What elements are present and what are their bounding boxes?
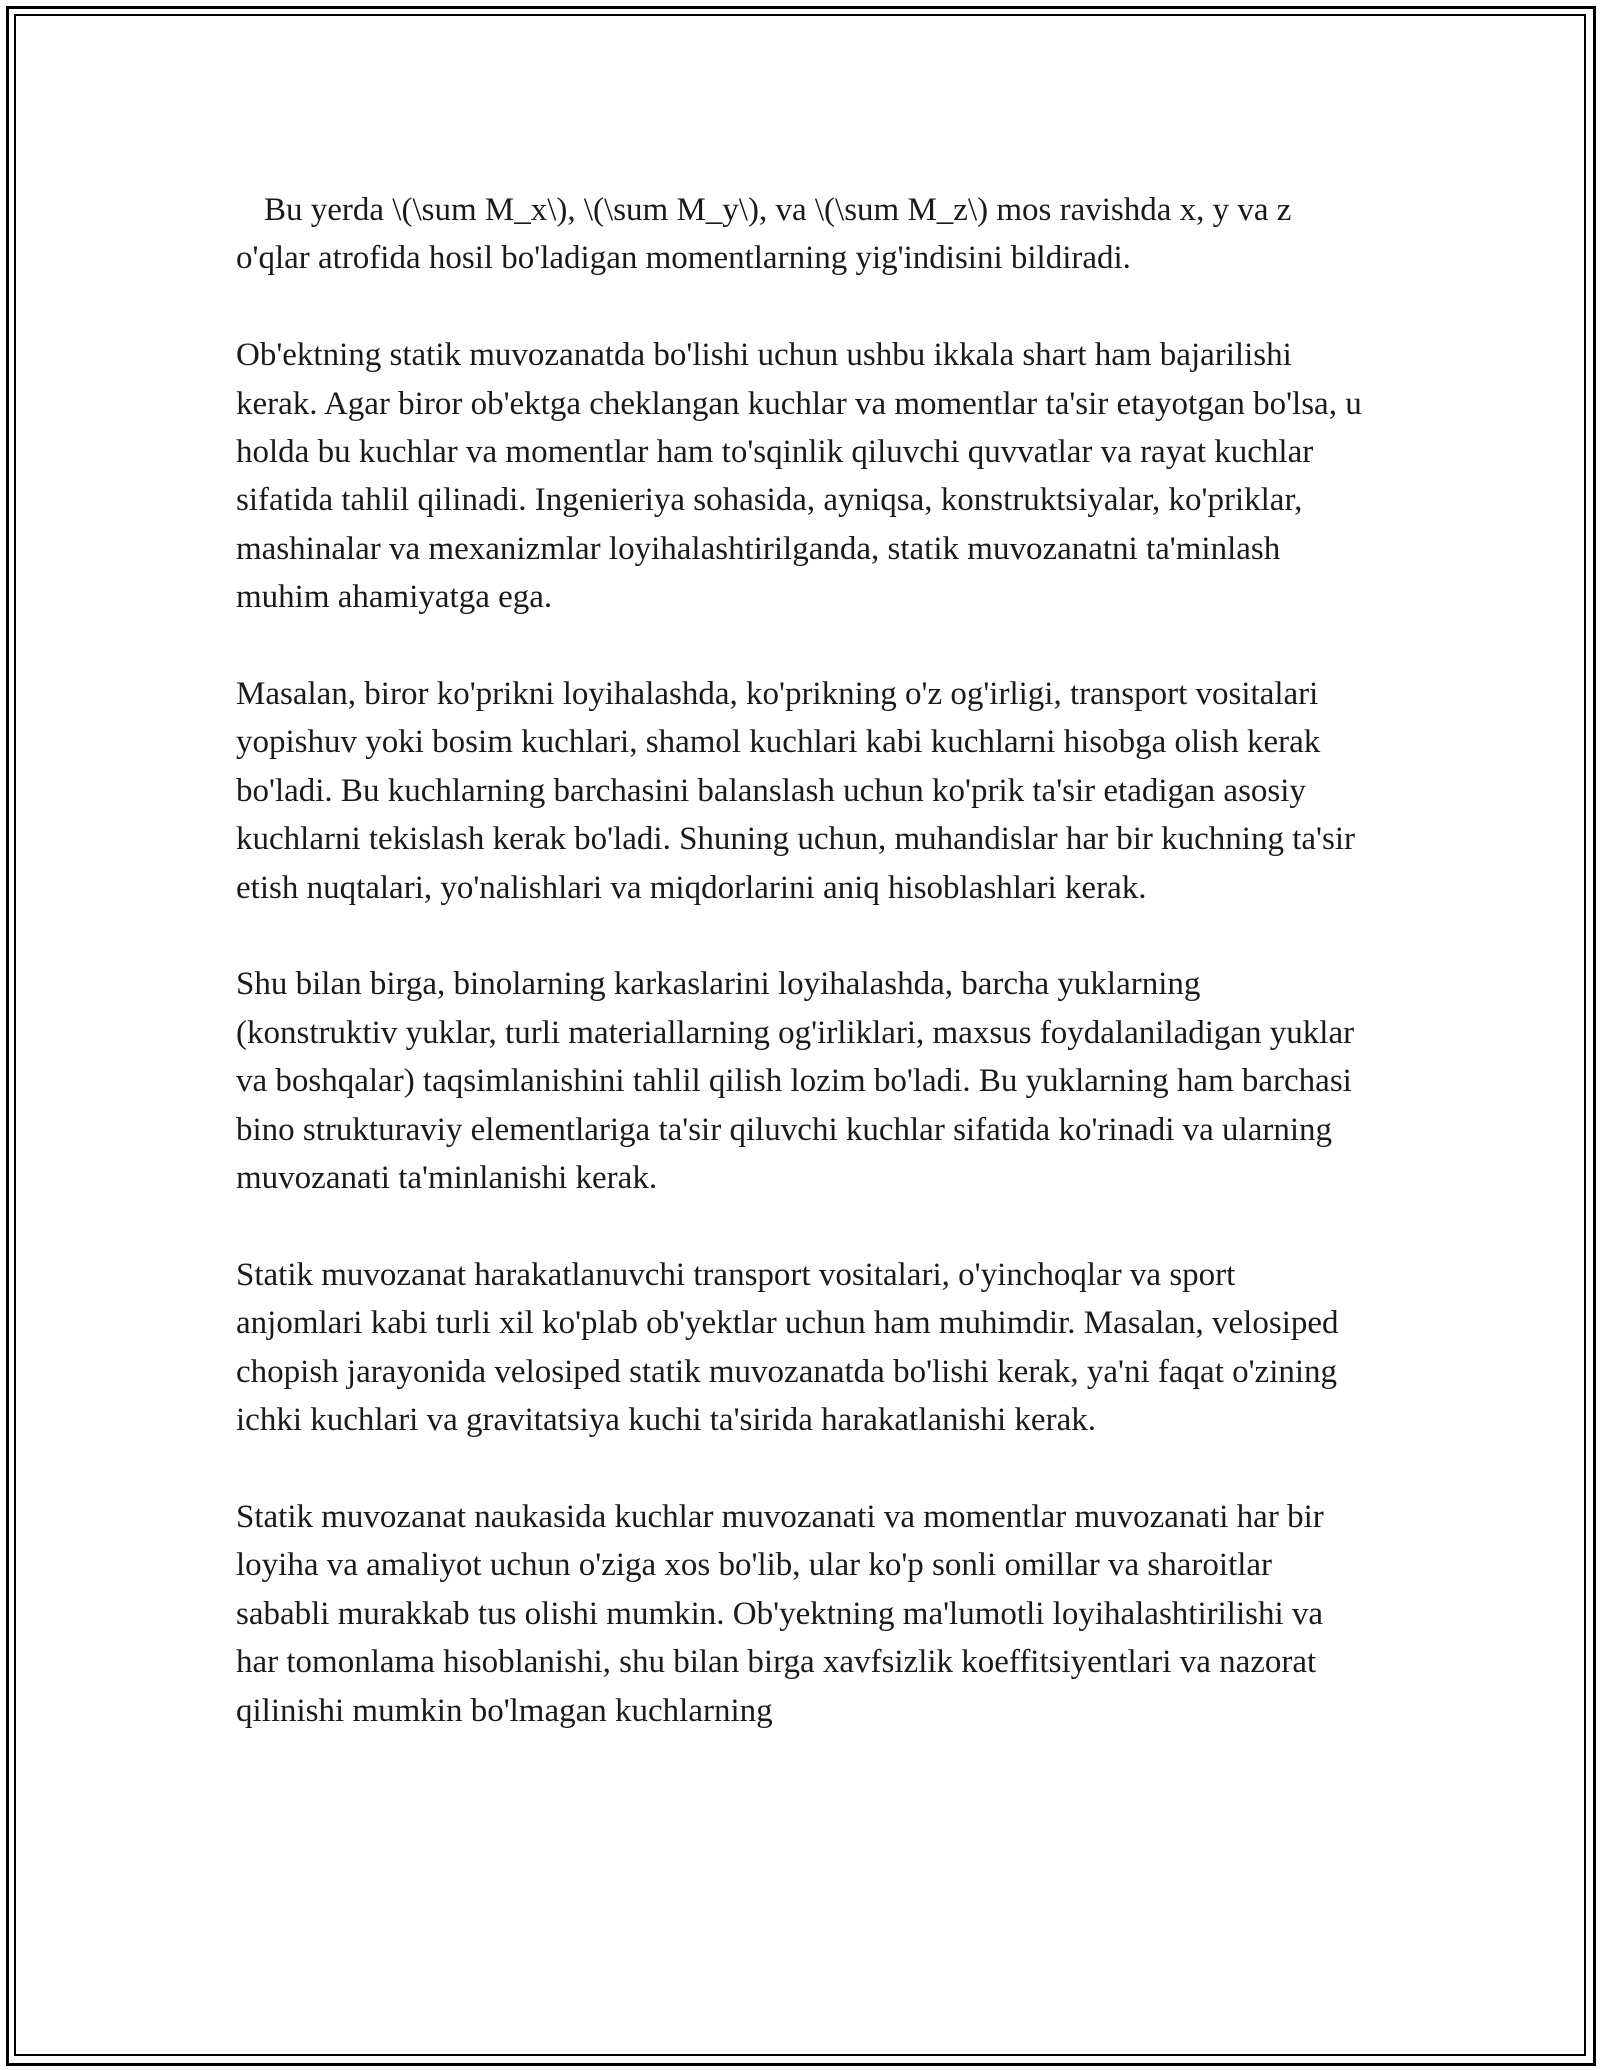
document-body [236,186,1366,1783]
paragraph-5: Statik muvozanat harakatlanuvchi transport vositalari, o'yinchoqlar va sport anjomlari kabi turli xil ko'plab ob'yektlar uchun ham muhimdir. Masalan, velosiped chopish jarayonida velosiped statik muvozanatda bo'lishi kerak, ya'ni faqat o'zining ichki kuchlari va gravitatsiya kuchi ta'sirida harakatlanishi kerak. [236,1256,1339,1439]
paragraph-6: Statik muvozanat naukasida kuchlar muvozanati va momentlar muvozanati har bir loyiha va amaliyot uchun o'ziga xos bo'lib, ular ko'p sonli omillar va sharoitlar sababli murakkab tus olishi mumkin. Ob'yektning ma'lumotli loyihalashtirilishi va har tomonlama hisoblanishi, shu bilan birga xavfsizlik koeffitsiyentlari va nazorat qilinishi mumkin bo'lmagan kuchlarning [236,1498,1324,1729]
paragraph-4: Shu bilan birga, binolarning karkaslarini loyihalashda, barcha yuklarning (konstruktiv yuklar, turli materiallarning og'irliklari, maxsus foydalaniladigan yuklar va boshqalar) taqsimlanishini tahlil qilish lozim bo'ladi. Bu yuklarning ham barchasi bino strukturaviy elementlariga ta'sir qiluvchi kuchlar sifatida ko'rinadi va ularning muvozanati ta'minlanishi kerak. [236,966,1355,1197]
paragraph-2: Ob'ektning statik muvozanatda bo'lishi uchun ushbu ikkala shart ham bajarilishi kerak. Agar biror ob'ektga cheklangan kuchlar va momentlar ta'sir etayotgan bo'lsa, u holda bu kuchlar va momentlar ham to'sqinlik qiluvchi quvvatlar va rayat kuchlar sifatida tahlil qilinadi. Ingenieriya sohasida, ayniqsa, konstruktsiyalar, ko'priklar, mashinalar va mexanizmlar loyihalashtirilganda, statik muvozanatni ta'minlash muhim ahamiyatga ega. [236,337,1362,616]
paragraph-1: Bu yerda \(\sum M_x\), \(\sum M_y\), va \(\sum M_z\) mos ravishda x, y va z o'qlar atrofida hosil bo'ladigan momentlarning yig'indisini bildiradi. [236,192,1292,277]
paragraph-3: Masalan, biror ko'prikni loyihalashda, ko'prikning o'z og'irligi, transport vositalari yopishuv yoki bosim kuchlari, shamol kuchlari kabi kuchlarni hisobga olish kerak bo'ladi. Bu kuchlarning barchasini balanslash uchun ko'prik ta'sir etadigan asosiy kuchlarni tekislash kerak bo'ladi. Shuning uchun, muhandislar har bir kuchning ta'sir etish nuqtalari, yo'nalishlari va miqdorlarini aniq hisoblashlari kerak. [236,676,1355,906]
